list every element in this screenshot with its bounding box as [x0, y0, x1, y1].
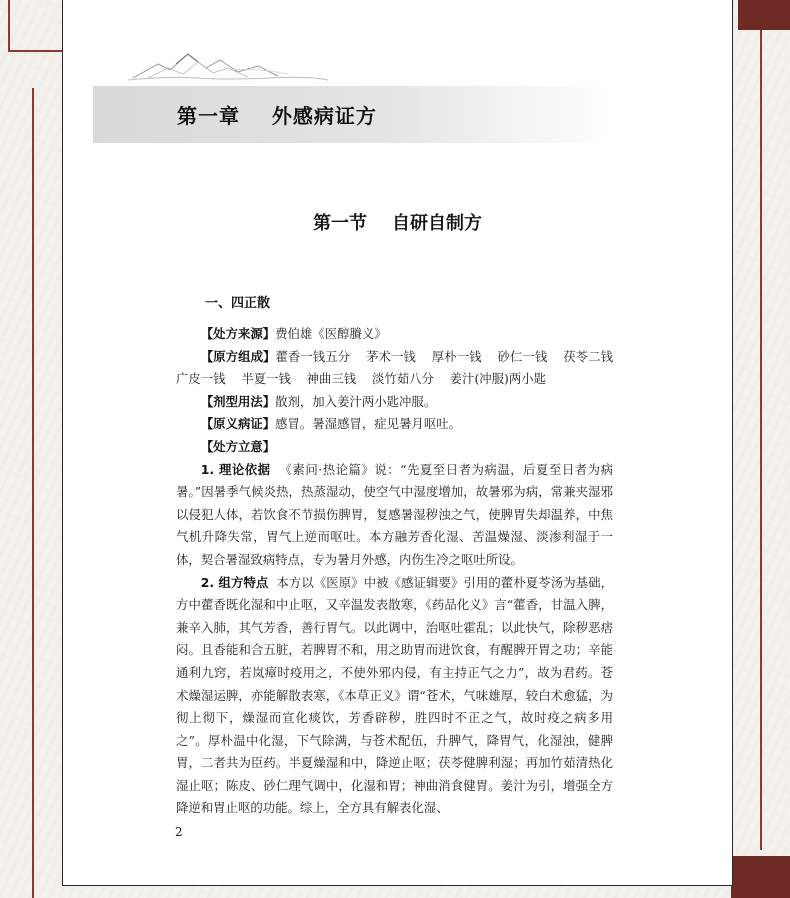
mountain-ornament: [128, 40, 328, 82]
entry-text: 藿香一钱五分 茅术一钱 厚朴一钱 砂仁一钱 茯苓二钱 广皮一钱 半夏一钱 神曲三钱 淡竹茹八分 姜汁(冲服)两小匙: [176, 348, 629, 387]
frame-line-left-vertical: [8, 0, 10, 52]
features-text: 本方以《医原》中被《感证辑要》引用的藿朴夏苓汤为基础，方中藿香既化湿和中止呕，又辛温发表散寒，《药品化义》言“藿香，甘温入脾，兼辛入肺，其气芳香，善行胃气。以此调中，治呕吐霍乱；以此快气，除秽恶痞闷。且香能和合五脏，若脾胃不和，用之助胃而进饮食，有醒脾开胃之功；辛能通利九窍，若岚瘴时疫用之，不使外邪内侵，有主持正气之力”，故为君药。苍术燥湿运脾，亦能解散表寒，《本草正义》谓“苍术，气味雄厚，较白术愈猛，为彻上彻下，燥湿而宣化痰饮，芳香辟秽，胜四时不正之气，故时疫之病多用之”。厚朴温中化湿，下气除满，与苍术配伍，升脾气，降胃气，化湿浊，健脾胃，二者共为臣药。半夏燥湿和中，降逆止呕；茯苓健脾利湿；再加竹茹清热化湿止呕；陈皮、砂仁理气调中，化湿和胃；神曲消食健胃。姜汁为引，增强全方降逆和胃止呕的功能。综上，全方具有解表化湿、: [176, 574, 613, 816]
entry-indication: [176, 413, 613, 436]
entry-label: 【处方立意】: [200, 438, 276, 454]
features-label: 2. 组方特点: [200, 574, 269, 590]
body-text: [176, 323, 629, 820]
frame-line-right: [760, 30, 762, 850]
frame-line-top-left: [8, 50, 62, 52]
chapter-title: 第一章 外感病证方: [177, 104, 377, 128]
theory-paragraph: [176, 459, 613, 572]
entry-source: [176, 323, 613, 346]
entry-rationale: [176, 436, 613, 459]
book-page: [62, 0, 733, 886]
features-paragraph: [176, 572, 613, 821]
entry-label: 【原义病证】: [200, 416, 276, 432]
theory-label: 1. 理论依据: [200, 461, 271, 477]
entry-text: 费伯雄《医醇賸义》: [275, 326, 387, 341]
frame-corner-bottom-right: [731, 856, 790, 898]
entry-composition: [176, 346, 629, 391]
entry-text: 感冒。暑湿感冒，症见暑月呕吐。: [275, 416, 461, 432]
entry-label: 【处方来源】: [200, 326, 276, 341]
section-title: 第一节 自研自制方: [312, 213, 483, 234]
frame-corner-top-right: [738, 0, 790, 30]
prescription-title: 一、四正散: [205, 296, 271, 311]
page-number: 2: [175, 825, 183, 839]
entry-label: 【剂型用法】: [200, 393, 276, 409]
theory-text: 《素问·热论篇》说：“先夏至日者为病温，后夏至日者为病暑。”因暑季气候炎热，热蒸湿动，使空气中湿度增加，故暑邪为病，常兼夹湿邪以侵犯人体，若饮食不节损伤脾胃，复感暑湿秽浊之气，使脾胃失却温养，中焦气机升降失常，胃气上逆而呕吐。本方融芳香化湿、苦温燥湿、淡渗利湿于一体，契合暑湿致病特点，专为暑月外感，内伤生冷之呕吐所设。: [176, 461, 613, 567]
entry-usage: [176, 391, 613, 414]
entry-text: 散剂，加入姜汁两小匙冲服。: [275, 393, 437, 409]
frame-line-left-inner: [32, 88, 34, 898]
entry-label: 【原方组成】: [200, 348, 276, 364]
